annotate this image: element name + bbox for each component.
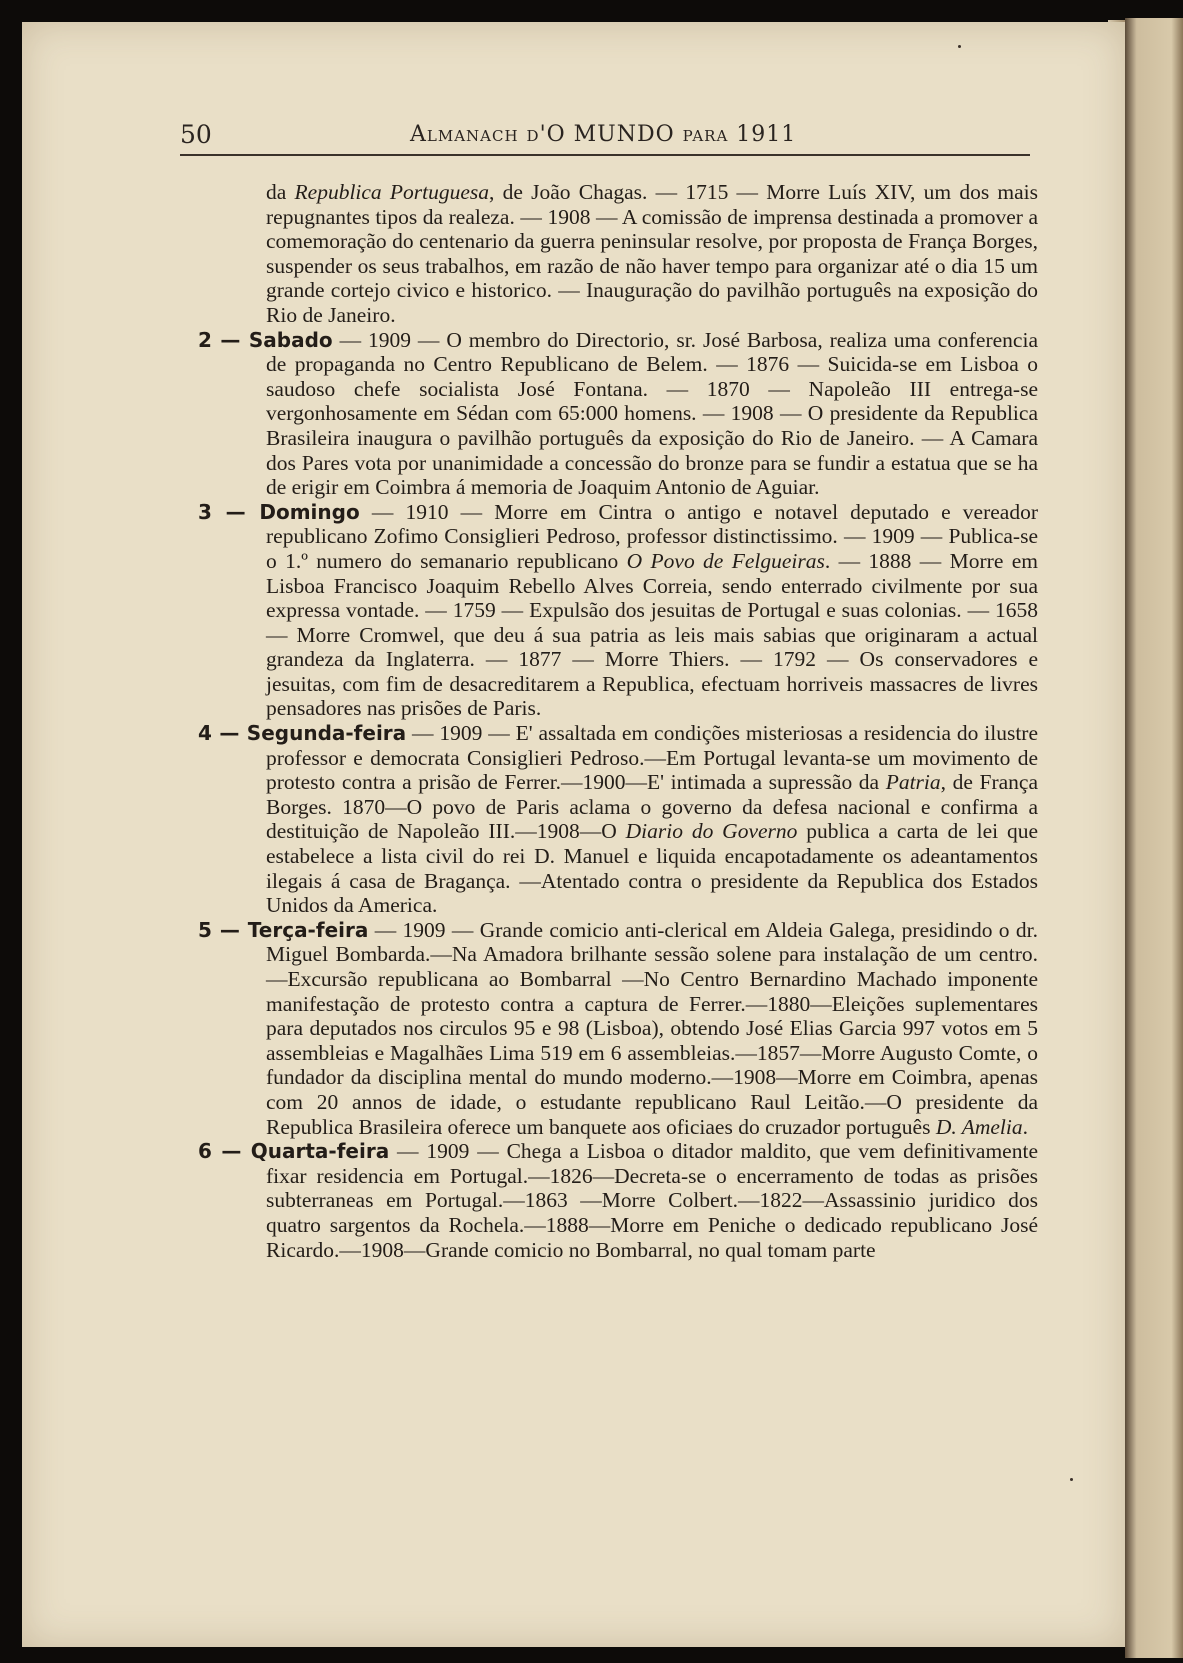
- page-header: [180, 120, 1040, 160]
- almanac-body: [198, 180, 1038, 1262]
- entry-text: — 1909 — Grande comicio anti-clerical em Aldeia Galega, presidindo o dr. Miguel Bombarda.—Na Amadora brilhante sessão solene para instalação de um centro.—Excursão republicana ao Bombarral —No Centro Bernardino Machado imponente manifestação de protesto contra a captura de Ferrer.—1880—Eleições suplementares para deputados nos circulos 95 e 98 (Lisboa), obtendo José Elias Garcia 997 votos em 5 assembleias e Magalhães Lima 519 em 6 assembleias.—1857—Morre Augusto Comte, o fundador da disciplina mental do mundo moderno.—1908—Morre em Coimbra, apenas com 20 annos de idade, o estudante republicano Raul Leitão.—O presidente da Republica Brasileira oferece um banquete aos oficiaes do cruzador português: [266, 917, 1038, 1139]
- day-entry: [198, 1139, 1038, 1262]
- day-heading: 2 — Sabado: [198, 327, 333, 352]
- entry-text: — 1909 — O membro do Directorio, sr. José Barbosa, realiza uma conferencia de propaganda no Centro Republicano de Belem. — 1876 — Suicida-se em Lisboa o saudoso chefe socialista José Fontana. — 1870 — Napoleão III entrega-se vergonhosamente em Sédan com 65:000 homens. — 1908 — O presidente da Republica Brasileira inaugura o pavilhão português da exposição do Rio de Janeiro. — A Camara dos Pares vota por unanimidade a concessão do bronze para se fundir a estatua que se ha de erigir em Coimbra á memoria de Joaquim Antonio de Aguiar.: [266, 327, 1038, 500]
- print-speck: [1070, 1478, 1073, 1481]
- day-entry: [198, 721, 1038, 918]
- day-heading: 3 — Domingo: [198, 499, 360, 524]
- entry-text: publica a carta de lei que estabelece a lista civil do rei D. Manuel e liquida encapotadamente os adeantamentos ilegais á casa de Bragança. —Atentado contra o presidente da Republica dos Estados Unidos da America.: [266, 819, 1038, 918]
- day-entry: [198, 918, 1038, 1139]
- day-heading: 6 — Quarta-feira: [198, 1139, 390, 1164]
- print-speck: [958, 45, 961, 48]
- entry-text: , de França Borges. 1870—O povo de Paris aclama o governo da defesa nacional e confirma a destituição de Napoleão III.—1908—O: [266, 770, 1038, 844]
- header-rule: [180, 154, 1030, 156]
- italic-title: O Povo de Felgueiras: [626, 548, 825, 573]
- entry-text: .: [1022, 1114, 1028, 1139]
- entry-text: — 1910 — Morre em Cintra o antigo e notavel deputado e vereador republicano Zofimo Consiglieri Pedroso, professor distinctissimo. — 1909 — Publica-se o 1.º numero do semanario republicano: [266, 499, 1038, 573]
- italic-title: Diario do Governo: [625, 819, 798, 844]
- day-heading: 5 — Terça-feira: [198, 917, 369, 942]
- italic-title: D. Amelia: [935, 1114, 1023, 1139]
- continued-entry: [198, 180, 1038, 328]
- page-number: 50: [180, 120, 212, 149]
- book-edge: [1125, 18, 1183, 1658]
- italic-title: Patria: [885, 770, 941, 795]
- day-entry: [198, 328, 1038, 500]
- entry-text: da: [266, 180, 295, 204]
- entry-text: . — 1888 — Morre em Lisboa Francisco Joaquim Rebello Alves Correia, sendo enterrado civilmente por sua expressa vontade. — 1759 — Expulsão dos jesuitas de Portugal e suas colonias. — 1658 — Morre Cromwel, que deu á sua patria as leis mais sabias que originaram a actual grandeza da Inglaterra. — 1877 — Morre Thiers. — 1792 — Os conservadores e jesuitas, com fim de desacreditarem a Republica, efectuam horriveis massacres de livres pensadores nas prisões de Paris.: [266, 548, 1038, 721]
- entry-text: — 1909 — E' assaltada em condições misteriosas a residencia do ilustre professor e democrata Consiglieri Pedroso.—Em Portugal levanta-se um movimento de protesto contra a prisão de Ferrer.—1900—E' intimada a supressão da: [266, 721, 1038, 795]
- running-head: Almanach d'O MUNDO para 1911: [410, 122, 797, 147]
- day-entry: [198, 500, 1038, 721]
- entry-text: — 1909 — Chega a Lisboa o ditador maldito, que vem definitivamente fixar residencia em Portugal.—1826—Decreta-se o encerramento de todas as prisões subterraneas em Portugal.—1863 —Morre Colbert.—1822—Assassinio juridico dos quatro sargentos da Rochela.—1888—Morre em Peniche o dedicado republicano José Ricardo.—1908—Grande comicio no Bombarral, no qual tomam parte: [266, 1139, 1038, 1262]
- day-heading: 4 — Segunda-feira: [198, 721, 407, 746]
- entry-text: , de João Chagas. — 1715 — Morre Luís XIV, um dos mais repugnantes tipos da realeza. — 1908 — A comissão de imprensa destinada a promover a comemoração do centenario da guerra peninsular resolve, por proposta de França Borges, suspender os seus trabalhos, em razão de não haver tempo para organizar até o dia 15 um grande cortejo civico e historico. — Inauguração do pavilhão português na exposição do Rio de Janeiro.: [266, 180, 1038, 327]
- italic-title: Republica Portuguesa: [294, 180, 490, 204]
